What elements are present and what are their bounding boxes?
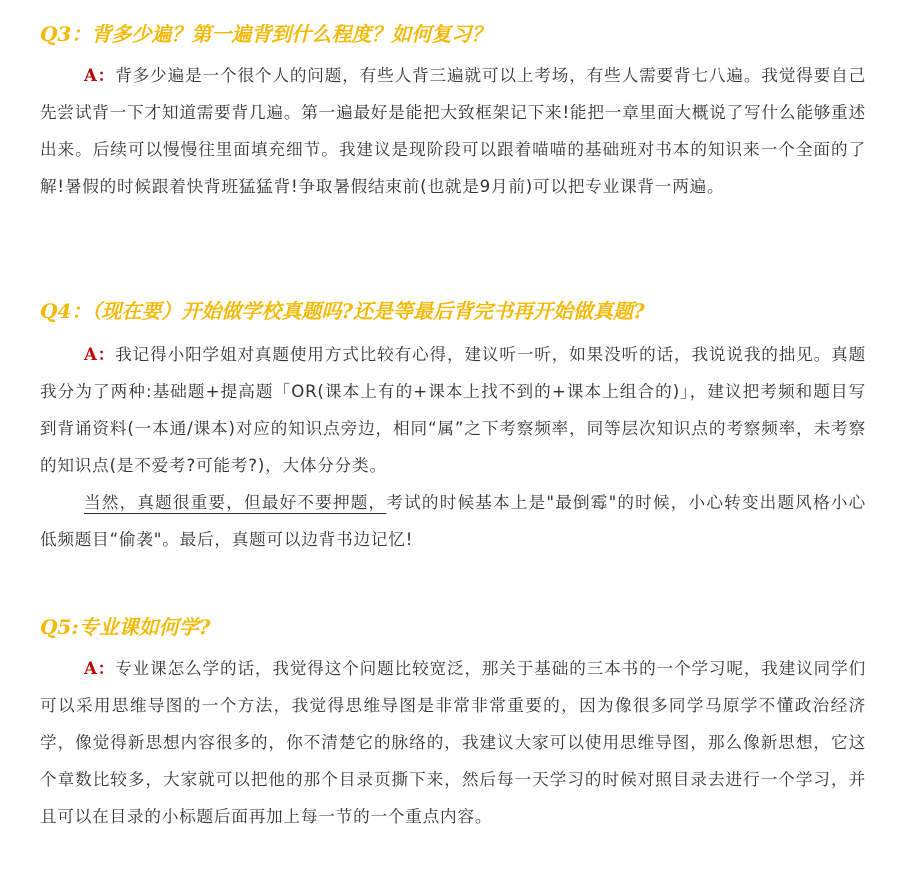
q5-heading: Q5:专业课如何学? xyxy=(40,615,211,639)
q5-answer-label: A： xyxy=(84,658,116,678)
q5-answer xyxy=(40,650,866,835)
q4-answer xyxy=(40,336,866,558)
q3-answer-paragraph xyxy=(40,57,866,205)
q3-answer xyxy=(40,57,866,205)
q5-answer-paragraph xyxy=(40,650,866,835)
q3-heading: Q3：背多少遍？第一遍背到什么程度？如何复习？ xyxy=(40,22,492,46)
q4-answer-text-2: 考试的时候基本上是"最倒霉"的时候，小心转变出题风格小心低频题目“偷袭"。最后，真题可以边背书边记忆! xyxy=(40,493,866,549)
q4-answer-paragraph-2 xyxy=(40,484,866,558)
q4-answer-paragraph xyxy=(40,336,866,484)
q4-answer-text: 我记得小阳学姐对真题使用方式比较有心得，建议听一听，如果没听的话，我说说我的拙见。真题我分为了两种:基础题+提高题「OR(课本上有的+课本上找不到的+课本上组合的)」，建议把考频和题目写到背诵资料(一本通/课本)对应的知识点旁边，相同“属”之下考察频率，同等层次知识点的考察频率，未考察的知识点(是不爱考?可能考?)，大体分分类。 xyxy=(40,345,866,475)
q3-answer-text: 背多少遍是一个很个人的问题，有些人背三遍就可以上考场，有些人需要背七八遍。我觉得要自己先尝试背一下才知道需要背几遍。第一遍最好是能把大致框架记下来!能把一章里面大概说了写什么能够重述出来。后续可以慢慢往里面填充细节。我建议是现阶段可以跟着喵喵的基础班对书本的知识来一个全面的了解!暑假的时候跟着快背班猛猛背!争取暑假结束前(也就是9月前)可以把专业课背一两遍。 xyxy=(40,66,866,196)
q4-underlined-text: 当然，真题很重要，但最好不要押题， xyxy=(84,493,387,512)
q3-answer-label: A： xyxy=(84,65,116,85)
q4-answer-label: A： xyxy=(84,344,116,364)
q5-answer-text: 专业课怎么学的话，我觉得这个问题比较宽泛，那关于基础的三本书的一个学习呢，我建议同学们可以采用思维导图的一个方法，我觉得思维导图是非常非常重要的，因为像很多同学马原学不懂政治经济学，像觉得新思想内容很多的，你不清楚它的脉络的，我建议大家可以使用思维导图，那么像新思想，它这个章数比较多，大家就可以把他的那个目录页撕下来，然后每一天学习的时候对照目录去进行一个学习，并且可以在目录的小标题后面再加上每一节的一个重点内容。 xyxy=(40,659,866,826)
q4-heading: Q4：（现在要）开始做学校真题吗?还是等最后背完书再开始做真题? xyxy=(40,299,645,323)
